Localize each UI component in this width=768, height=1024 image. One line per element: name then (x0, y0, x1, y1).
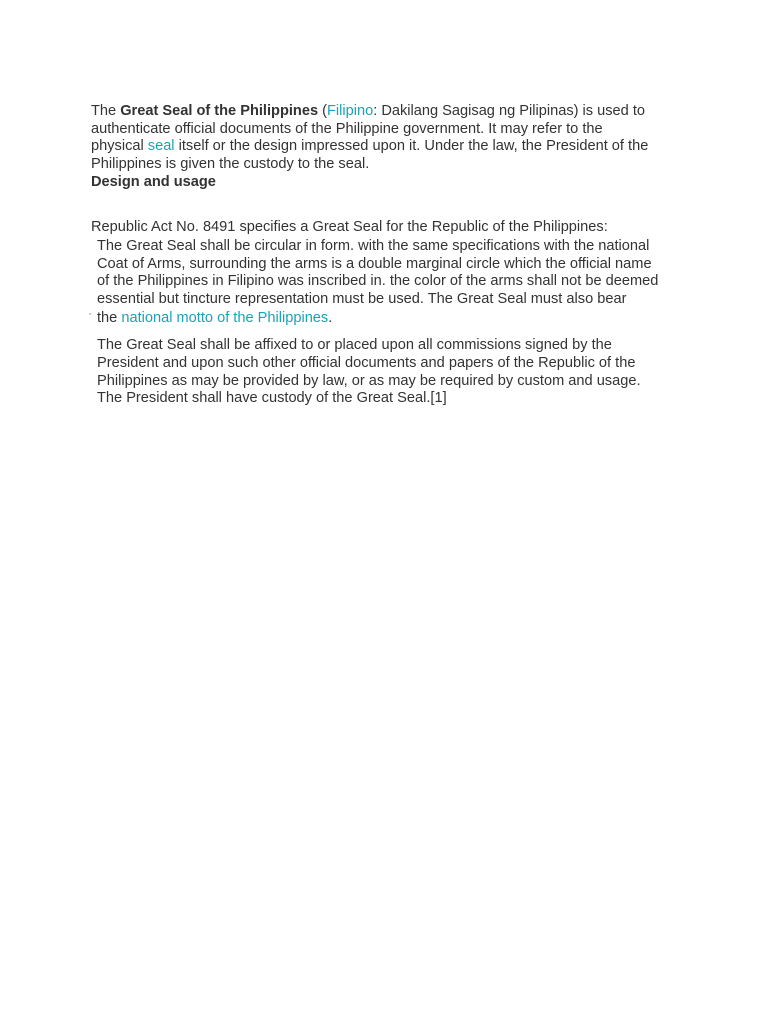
quote1-line-4: essential but tincture representation must be used. The Great Seal must also bear (97, 290, 627, 307)
seal-link[interactable]: seal (147, 138, 175, 154)
intro-text: ( (318, 103, 327, 119)
quote1-line-2: Coat of Arms, surrounding the arms is a double marginal circle which the official name (97, 255, 652, 272)
quote2-line-1: The Great Seal shall be affixed to or placed upon all commissions signed by the (97, 337, 612, 353)
intro-text: physical (91, 138, 148, 154)
intro-line-2: authenticate official documents of the Philippine government. It may refer to the (91, 120, 603, 137)
intro-text: itself or the design impressed upon it. Under the law, the President of the (174, 138, 649, 154)
section-heading: Design and usage (91, 174, 216, 190)
quote2-line-4: The President shall have custody of the Great Seal.[1] (97, 390, 447, 406)
intro-line-1 (91, 103, 645, 121)
quote-marker: " (89, 313, 92, 320)
filipino-link[interactable]: Filipino (327, 103, 374, 119)
intro-text: The (91, 103, 121, 119)
intro-text: : Dakilang Sagisag ng Pilipinas) is used to (373, 103, 645, 119)
intro-line-3 (91, 138, 648, 156)
act-intro: Republic Act No. 8491 specifies a Great Seal for the Republic of the Philippines: (91, 219, 608, 235)
quote2-line-3: Philippines as may be provided by law, or as may be required by custom and usage. (97, 372, 641, 389)
quote-text: . (328, 310, 333, 326)
quote1-line-5 (97, 310, 332, 328)
quote1-line-1: The Great Seal shall be circular in form. with the same specifications with the national (97, 238, 650, 254)
national-motto-link[interactable]: national motto of the Philippines (121, 310, 329, 326)
article-subject-bold: Great Seal of the Philippines (120, 103, 319, 119)
quote-text: the (97, 310, 122, 326)
intro-line-4: Philippines is given the custody to the seal. (91, 155, 370, 172)
quote2-line-2: President and upon such other official documents and papers of the Republic of the (97, 355, 636, 371)
quote1-line-3: of the Philippines in Filipino was inscribed in. the color of the arms shall not be deemed (97, 273, 659, 289)
